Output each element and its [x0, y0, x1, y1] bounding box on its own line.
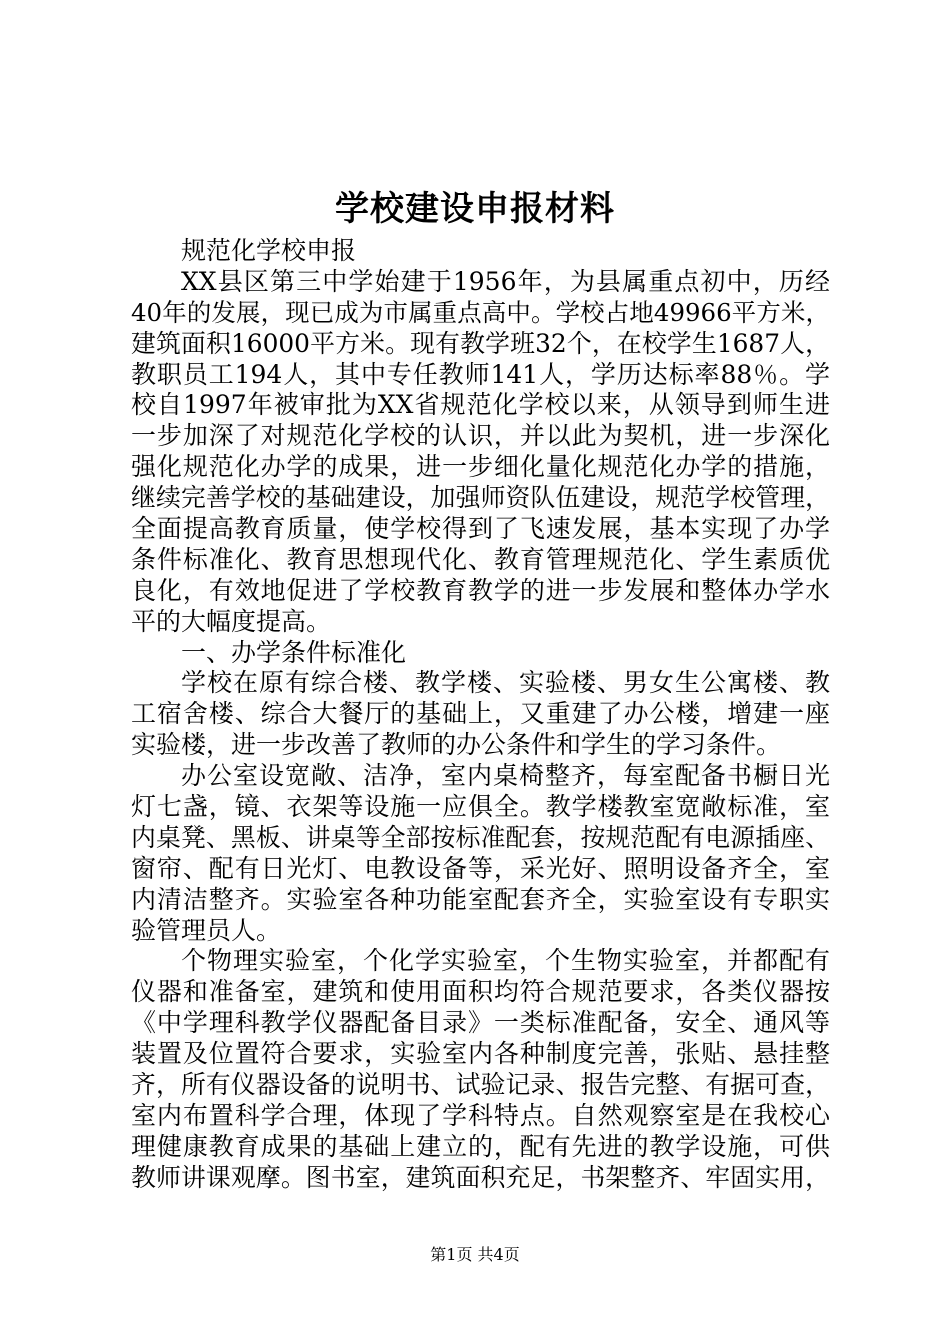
text-line: 规范化学校申报: [181, 236, 357, 265]
text-line: 仪器和准备室，建筑和使用面积均符合规范要求，各类仪器按: [131, 977, 830, 1007]
document-title: 学校建设申报材料: [335, 189, 615, 229]
text-line: 良化，有效地促进了学校教育教学的进一步发展和整体办学水: [131, 575, 830, 605]
text-line: 一步加深了对规范化学校的认识，并以此为契机，进一步深化: [131, 421, 830, 451]
text-line: 内清洁整齐。实验室各种功能室配套齐全，实验室设有专职实: [131, 884, 830, 914]
text-line: 实验楼，进一步改善了教师的办公条件和学生的学习条件。: [131, 730, 782, 760]
text-line: 教职员工194人，其中专任教师141人，学历达标率88％。学: [131, 359, 830, 389]
page-footer: 第1页 共4页: [430, 1245, 520, 1264]
text-line: 装置及位置符合要求，实验室内各种制度完善，张贴、悬挂整: [131, 1039, 830, 1069]
text-line: 理健康教育成果的基础上建立的，配有先进的教学设施，可供: [131, 1131, 830, 1161]
text-line: 一、办学条件标准化: [181, 637, 407, 667]
text-line: 强化规范化办学的成果，进一步细化量化规范化办学的措施，: [131, 452, 830, 482]
text-line: 《中学理科教学仪器配备目录》一类标准配备，安全、通风等: [131, 1008, 830, 1038]
text-line: 个物理实验室，个化学实验室，个生物实验室，并都配有: [181, 946, 830, 976]
text-line: 验管理员人。: [131, 915, 282, 945]
text-line: 继续完善学校的基础建设，加强师资队伍建设，规范学校管理，: [131, 483, 830, 513]
text-line: 建筑面积16000平方米。现有教学班32个，在校学生1687人，: [131, 328, 830, 358]
text-line: 全面提高教育质量，使学校得到了飞速发展，基本实现了办学: [131, 514, 830, 544]
text-line: 条件标准化、教育思想现代化、教育管理规范化、学生素质优: [131, 544, 830, 574]
text-line: 校自1997年被审批为XX省规范化学校以来，从领导到师生进: [131, 390, 830, 420]
text-line: 内桌凳、黑板、讲桌等全部按标准配套，按规范配有电源插座、: [131, 822, 830, 852]
text-line: 室内布置科学合理，体现了学科特点。自然观察室是在我校心: [131, 1100, 830, 1130]
text-line: 窗帘、配有日光灯、电教设备等，采光好、照明设备齐全，室: [131, 853, 830, 883]
text-line: 平的大幅度提高。: [131, 606, 332, 636]
document-body: [131, 236, 830, 1194]
text-line: 齐，所有仪器设备的说明书、试验记录、报告完整、有据可查，: [131, 1070, 830, 1100]
text-line: 学校在原有综合楼、教学楼、实验楼、男女生公寓楼、教: [181, 668, 830, 698]
text-line: 工宿舍楼、综合大餐厅的基础上，又重建了办公楼，增建一座: [131, 699, 830, 729]
text-line: 灯七盏，镜、衣架等设施一应俱全。教学楼教室宽敞标准，室: [131, 792, 830, 822]
text-line: 办公室设宽敞、洁净，室内桌椅整齐，每室配备书橱日光: [181, 761, 830, 791]
text-line: 40年的发展，现已成为市属重点高中。学校占地49966平方米，: [131, 297, 830, 327]
text-line: 教师讲课观摩。图书室，建筑面积充足，书架整齐、牢固实用，: [131, 1162, 830, 1192]
text-line: XX县区第三中学始建于1956年，为县属重点初中，历经: [181, 266, 830, 296]
